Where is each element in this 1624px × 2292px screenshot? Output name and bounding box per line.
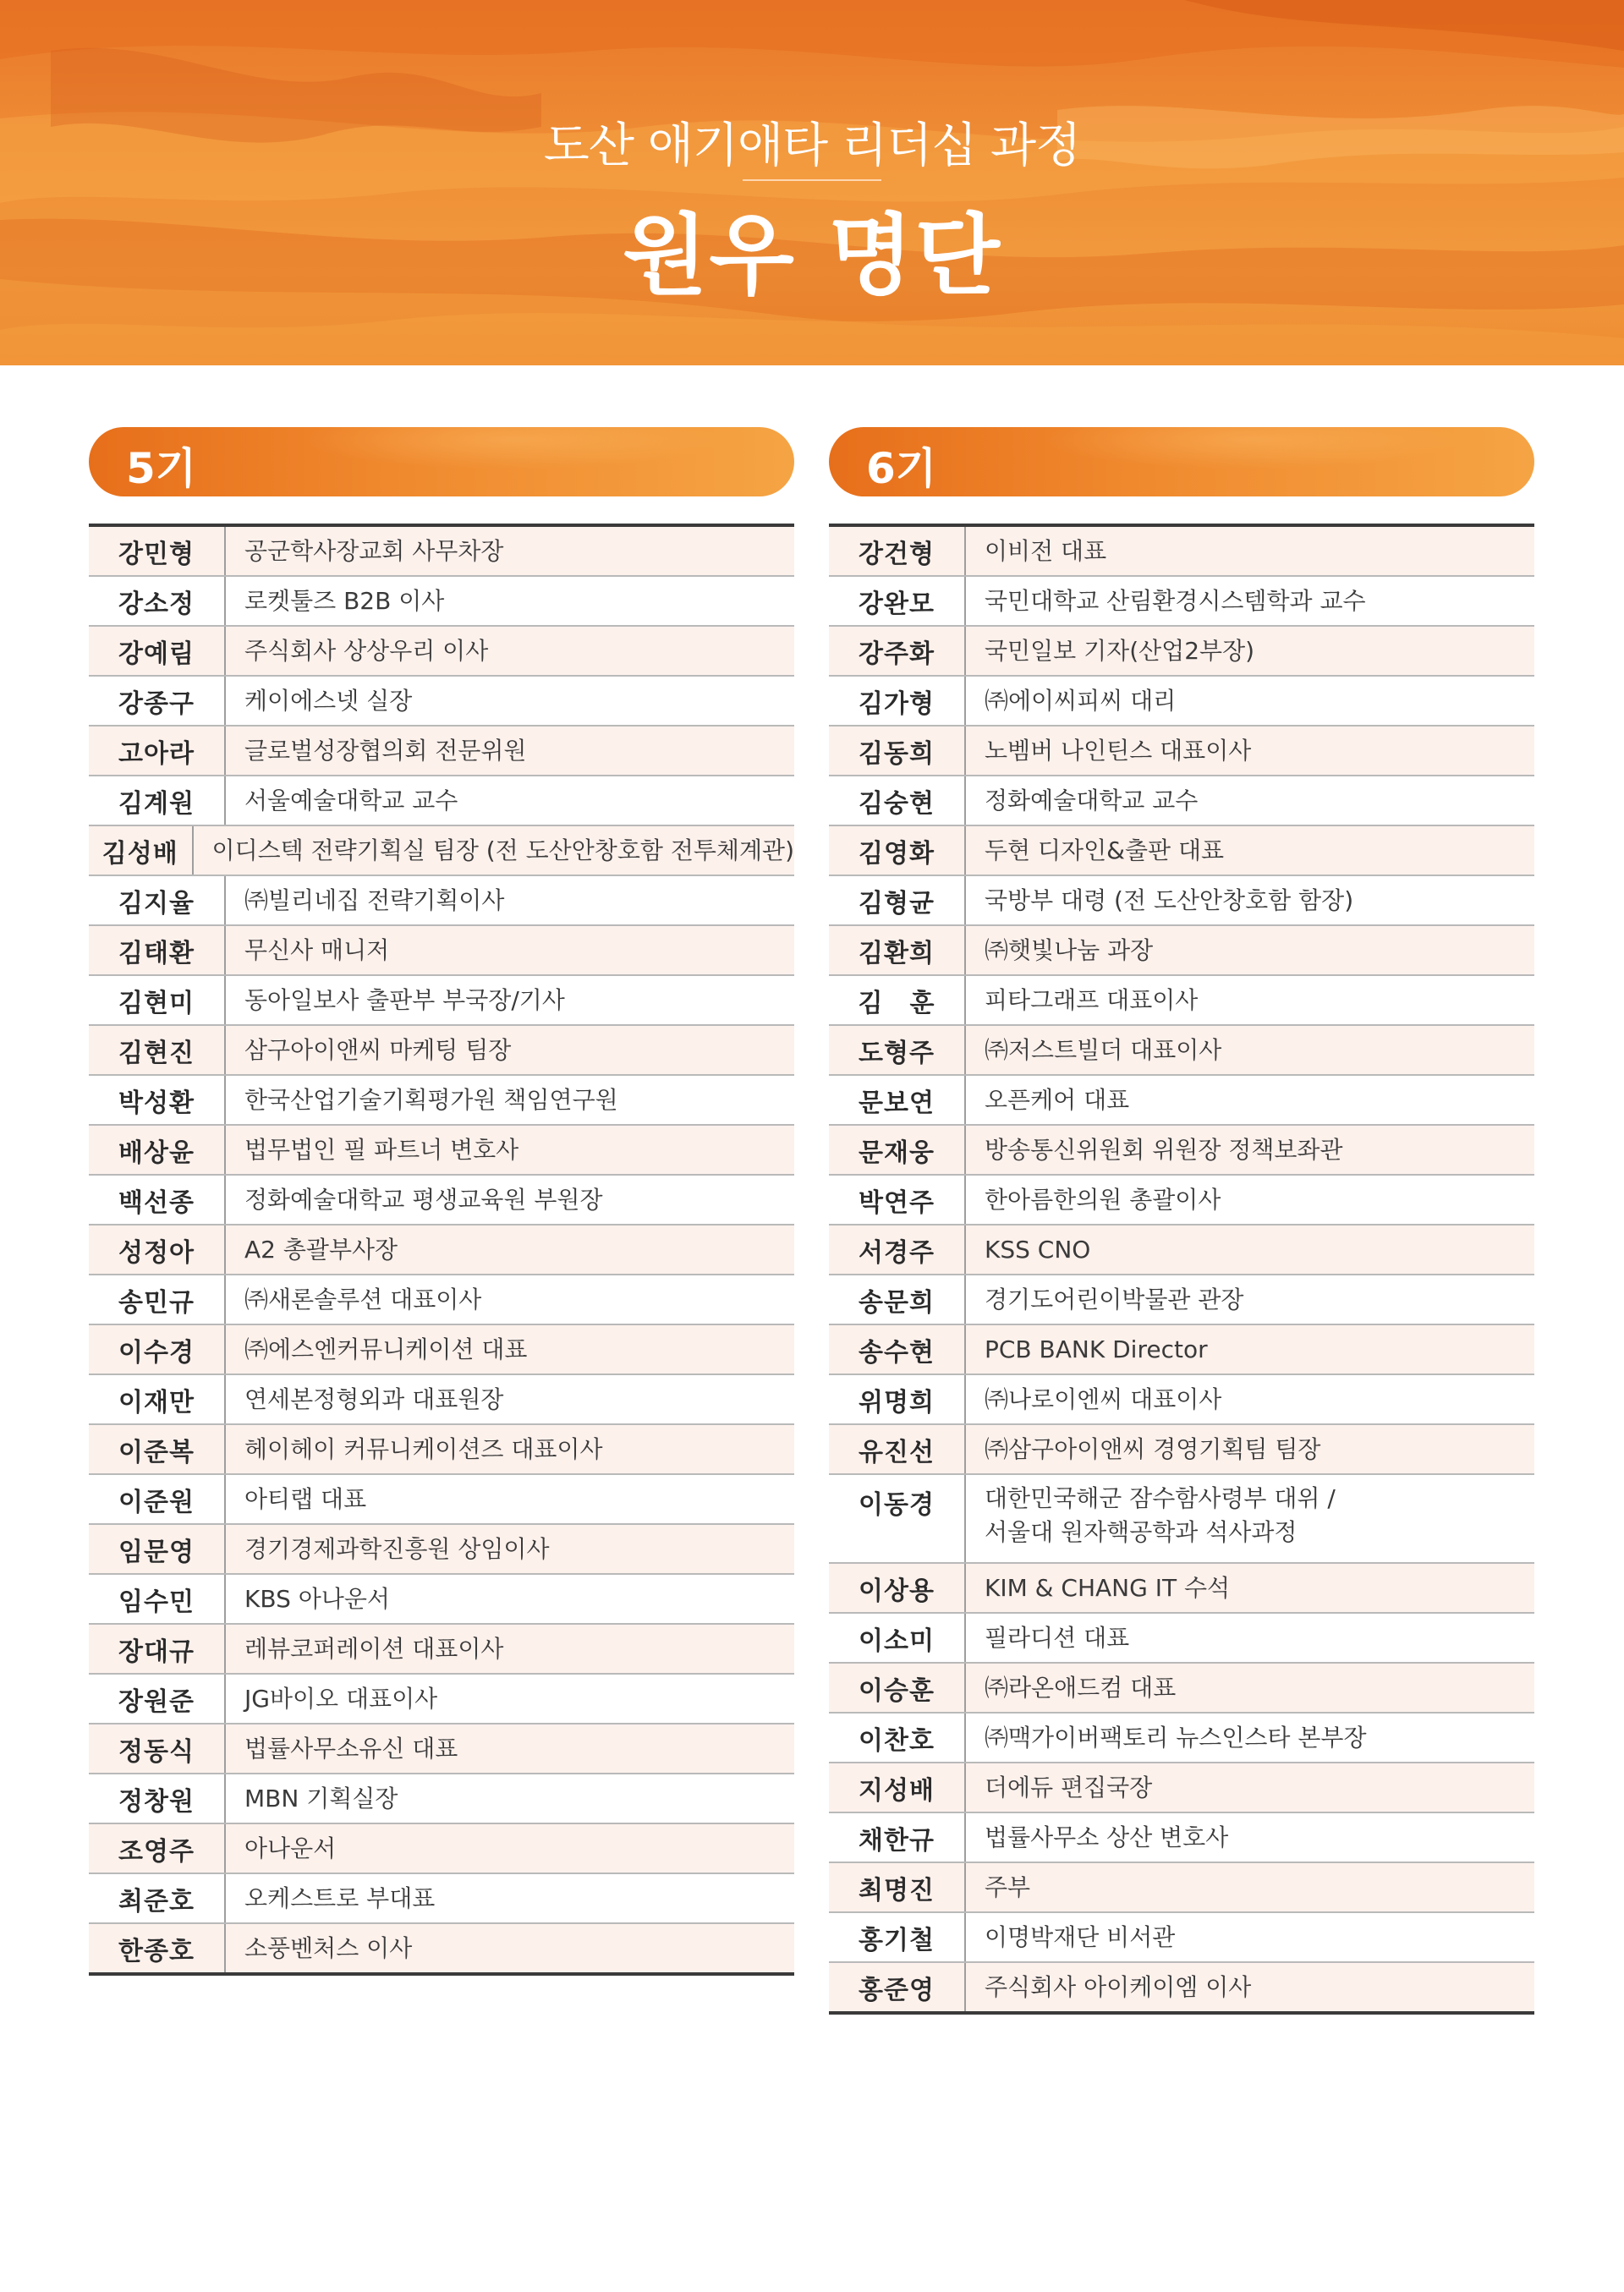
member-name: 유진선 [829,1425,966,1473]
member-name: 김동희 [829,727,966,775]
member-affiliation: 국방부 대령 (전 도산안창호함 함장) [985,886,1354,914]
table-row [829,1913,1534,1963]
member-affiliation: ㈜나로이엔씨 대표이사 [985,1385,1222,1413]
table-row [829,1813,1534,1863]
header-banner [0,0,1624,365]
member-affiliation: ㈜새론솔루션 대표이사 [244,1285,482,1313]
member-name: 한종호 [89,1924,226,1972]
member-name: 송수현 [829,1325,966,1374]
table-row [829,1863,1534,1913]
member-affiliation-line-2: 서울대 원자핵공학과 석사과정 [985,1518,1298,1546]
member-affiliation: A2 총괄부사장 [244,1235,398,1264]
member-affiliation: 경기경제과학진흥원 상임이사 [244,1534,550,1563]
member-name: 도형주 [829,1026,966,1074]
table-row [89,1774,794,1824]
table-row [89,1475,794,1525]
table-row [829,1475,1534,1564]
member-name: 홍기철 [829,1913,966,1961]
member-affiliation: 무신사 매니저 [244,935,390,964]
member-name: 박성환 [89,1076,226,1124]
member-affiliation: 필라디션 대표 [985,1623,1130,1652]
member-name: 지성배 [829,1763,966,1812]
member-affiliation: 레뷰코퍼레이션 대표이사 [244,1634,504,1663]
member-name: 채한규 [829,1813,966,1862]
table-row [829,677,1534,727]
member-name: 박연주 [829,1176,966,1224]
member-name: 김환희 [829,926,966,974]
member-name: 송문희 [829,1275,966,1324]
table-row [89,1425,794,1475]
member-name: 이소미 [829,1614,966,1662]
table-row [89,1575,794,1625]
member-name: 이찬호 [829,1714,966,1762]
member-name: 강주화 [829,627,966,675]
table-row [89,1874,794,1924]
member-affiliation: 아티랩 대표 [244,1484,367,1513]
table-row [89,776,794,826]
table-row [89,1724,794,1774]
table-row [89,1275,794,1325]
member-name: 조영주 [89,1824,226,1873]
member-affiliation: 주부 [985,1873,1031,1901]
member-affiliation: 주식회사 상상우리 이사 [244,636,489,665]
member-name: 이준복 [89,1425,226,1473]
member-affiliation: 주식회사 아이케이엠 이사 [985,1972,1252,2001]
member-name: 이승훈 [829,1664,966,1712]
member-affiliation: MBN 기획실장 [244,1784,398,1812]
member-affiliation: 이명박재단 비서관 [985,1922,1176,1951]
member-affiliation: 피타그래프 대표이사 [985,985,1199,1014]
banner-subtitle: 도산 애기애타 리더십 과정 [543,118,1081,173]
member-affiliation: 삼구아이앤씨 마케팅 팀장 [244,1035,512,1064]
member-affiliation: JG바이오 대표이사 [244,1684,438,1713]
member-name: 위명희 [829,1375,966,1423]
table-row [89,577,794,627]
member-name: 김계원 [89,776,226,825]
member-name: 임문영 [89,1525,226,1573]
member-name: 장원준 [89,1675,226,1723]
member-affiliation: 글로벌성장협의회 전문위원 [244,736,527,765]
table-row [89,677,794,727]
member-name: 홍준영 [829,1963,966,2011]
member-affiliation: 연세본정형외과 대표원장 [244,1385,504,1413]
member-name: 김태환 [89,926,226,974]
banner-divider [743,179,881,181]
member-affiliation: ㈜햇빛나눔 과장 [985,935,1154,964]
table-row [829,1325,1534,1375]
member-affiliation: ㈜저스트빌더 대표이사 [985,1035,1222,1064]
table-row [829,527,1534,577]
member-affiliation: ㈜빌리네집 전략기획이사 [244,886,505,914]
table-row [829,1763,1534,1813]
member-name: 문보연 [829,1076,966,1124]
table-row [89,876,794,926]
cohort-6-column [829,427,1534,2015]
table-row [829,1664,1534,1714]
member-name: 이준원 [89,1475,226,1523]
cohort-5-header [89,427,794,496]
member-affiliation: 노벰버 나인틴스 대표이사 [985,736,1252,765]
member-name: 강예림 [89,627,226,675]
member-name: 문재웅 [829,1126,966,1174]
table-row [89,1525,794,1575]
member-affiliation: ㈜삼구아이앤씨 경영기획팀 팀장 [985,1434,1321,1463]
member-name: 정창원 [89,1774,226,1823]
cohort-6-label: 6기 [866,444,937,493]
member-name: 서경주 [829,1226,966,1274]
table-row [829,776,1534,826]
member-name: 강소정 [89,577,226,625]
table-row [89,826,794,876]
cohort-5-table [89,524,794,1976]
table-row [89,1625,794,1675]
member-affiliation: PCB BANK Director [985,1335,1208,1363]
member-affiliation: 오케스트로 부대표 [244,1883,436,1912]
member-affiliation: 아나운서 [244,1834,337,1862]
member-affiliation: 이비전 대표 [985,536,1107,565]
table-row [89,1375,794,1425]
member-affiliation: 국민일보 기자(산업2부장) [985,636,1255,665]
table-row [829,926,1534,976]
member-affiliation: 정화예술대학교 평생교육원 부원장 [244,1185,603,1214]
member-affiliation: 케이에스넷 실장 [244,686,413,715]
member-name: 송민규 [89,1275,226,1324]
table-row [829,976,1534,1026]
table-row [829,876,1534,926]
member-name: 이상용 [829,1564,966,1612]
table-row [89,1675,794,1724]
member-name: 배상윤 [89,1126,226,1174]
member-name: 김지율 [89,876,226,924]
table-row [829,1564,1534,1614]
member-affiliation: 동아일보사 출판부 부국장/기사 [244,985,565,1014]
table-row [89,527,794,577]
member-name: 이동경 [829,1475,966,1562]
member-name: 임수민 [89,1575,226,1623]
member-affiliation: KIM & CHANG IT 수석 [985,1573,1231,1602]
member-name: 강완모 [829,577,966,625]
member-affiliation: 공군학사장교회 사무차장 [244,536,504,565]
member-affiliation: 경기도어린이박물관 관장 [985,1285,1244,1313]
table-row [89,1176,794,1226]
member-name: 김형균 [829,876,966,924]
table-row [829,1425,1534,1475]
table-row [829,1375,1534,1425]
table-row [829,627,1534,677]
table-row [829,826,1534,876]
member-name: 성정아 [89,1226,226,1274]
table-row [89,976,794,1026]
table-row [89,1026,794,1076]
member-name: 김영화 [829,826,966,875]
member-name: 정동식 [89,1724,226,1773]
member-affiliation: ㈜에스엔커뮤니케이션 대표 [244,1335,528,1363]
member-name: 강민형 [89,527,226,575]
member-affiliation: ㈜라온애드컴 대표 [985,1673,1177,1702]
member-affiliation-line-1: 대한민국해군 잠수함사령부 대위 / [985,1484,1336,1512]
table-row [89,1226,794,1275]
table-row [89,1924,794,1972]
member-affiliation: 헤이헤이 커뮤니케이션즈 대표이사 [244,1434,603,1463]
table-row [829,1176,1534,1226]
table-row [829,1963,1534,2011]
member-name: 김성배 [89,826,194,875]
table-row [829,727,1534,776]
member-affiliation [966,1475,1534,1549]
member-affiliation: 법률사무소유신 대표 [244,1734,458,1763]
member-affiliation: ㈜에이씨피씨 대리 [985,686,1177,715]
table-row [829,1226,1534,1275]
member-name: 강건형 [829,527,966,575]
member-name: 백선종 [89,1176,226,1224]
member-name: 최명진 [829,1863,966,1911]
member-affiliation: 법무법인 필 파트너 변호사 [244,1135,519,1164]
member-affiliation: 이디스텍 전략기획실 팀장 (전 도산안창호함 전투체계관) [211,836,794,864]
member-name: 이수경 [89,1325,226,1374]
member-name: 김 훈 [829,976,966,1024]
member-affiliation: 한국산업기술기획평가원 책임연구원 [244,1085,618,1114]
member-affiliation: 법률사무소 상산 변호사 [985,1823,1229,1851]
member-affiliation: 두현 디자인&출판 대표 [985,836,1225,864]
member-affiliation: 국민대학교 산림환경시스템학과 교수 [985,586,1366,615]
cohort-5-column [89,427,794,1976]
cohort-5-label: 5기 [126,444,197,493]
table-row [89,727,794,776]
table-row [89,1076,794,1126]
member-name: 고아라 [89,727,226,775]
page-title: 원우 명단 [622,204,1002,307]
table-row [829,1614,1534,1664]
member-name: 김숭현 [829,776,966,825]
cohort-6-header [829,427,1534,496]
table-row [829,577,1534,627]
member-affiliation: 방송통신위원회 위원장 정책보좌관 [985,1135,1343,1164]
table-row [89,926,794,976]
member-affiliation: 더에듀 편집국장 [985,1773,1153,1801]
member-affiliation: 소풍벤처스 이사 [244,1933,413,1962]
table-row [829,1076,1534,1126]
member-affiliation: KBS 아나운서 [244,1584,390,1613]
member-affiliation: KSS CNO [985,1235,1091,1264]
member-name: 김가형 [829,677,966,725]
member-affiliation: 정화예술대학교 교수 [985,786,1199,814]
table-row [89,1824,794,1874]
table-row [89,1126,794,1176]
member-name: 장대규 [89,1625,226,1673]
table-row [829,1275,1534,1325]
table-row [89,1325,794,1375]
member-affiliation: 로켓툴즈 B2B 이사 [244,586,445,615]
table-row [829,1126,1534,1176]
member-name: 강종구 [89,677,226,725]
member-affiliation: 한아름한의원 총괄이사 [985,1185,1221,1214]
member-name: 이재만 [89,1375,226,1423]
member-name: 김현미 [89,976,226,1024]
member-affiliation: ㈜맥가이버팩토리 뉴스인스타 본부장 [985,1723,1367,1752]
cohort-6-table [829,524,1534,2015]
member-affiliation: 오픈케어 대표 [985,1085,1130,1114]
member-affiliation: 서울예술대학교 교수 [244,786,458,814]
table-row [829,1026,1534,1076]
member-name: 최준호 [89,1874,226,1922]
member-name: 김현진 [89,1026,226,1074]
table-row [829,1714,1534,1763]
table-row [89,627,794,677]
